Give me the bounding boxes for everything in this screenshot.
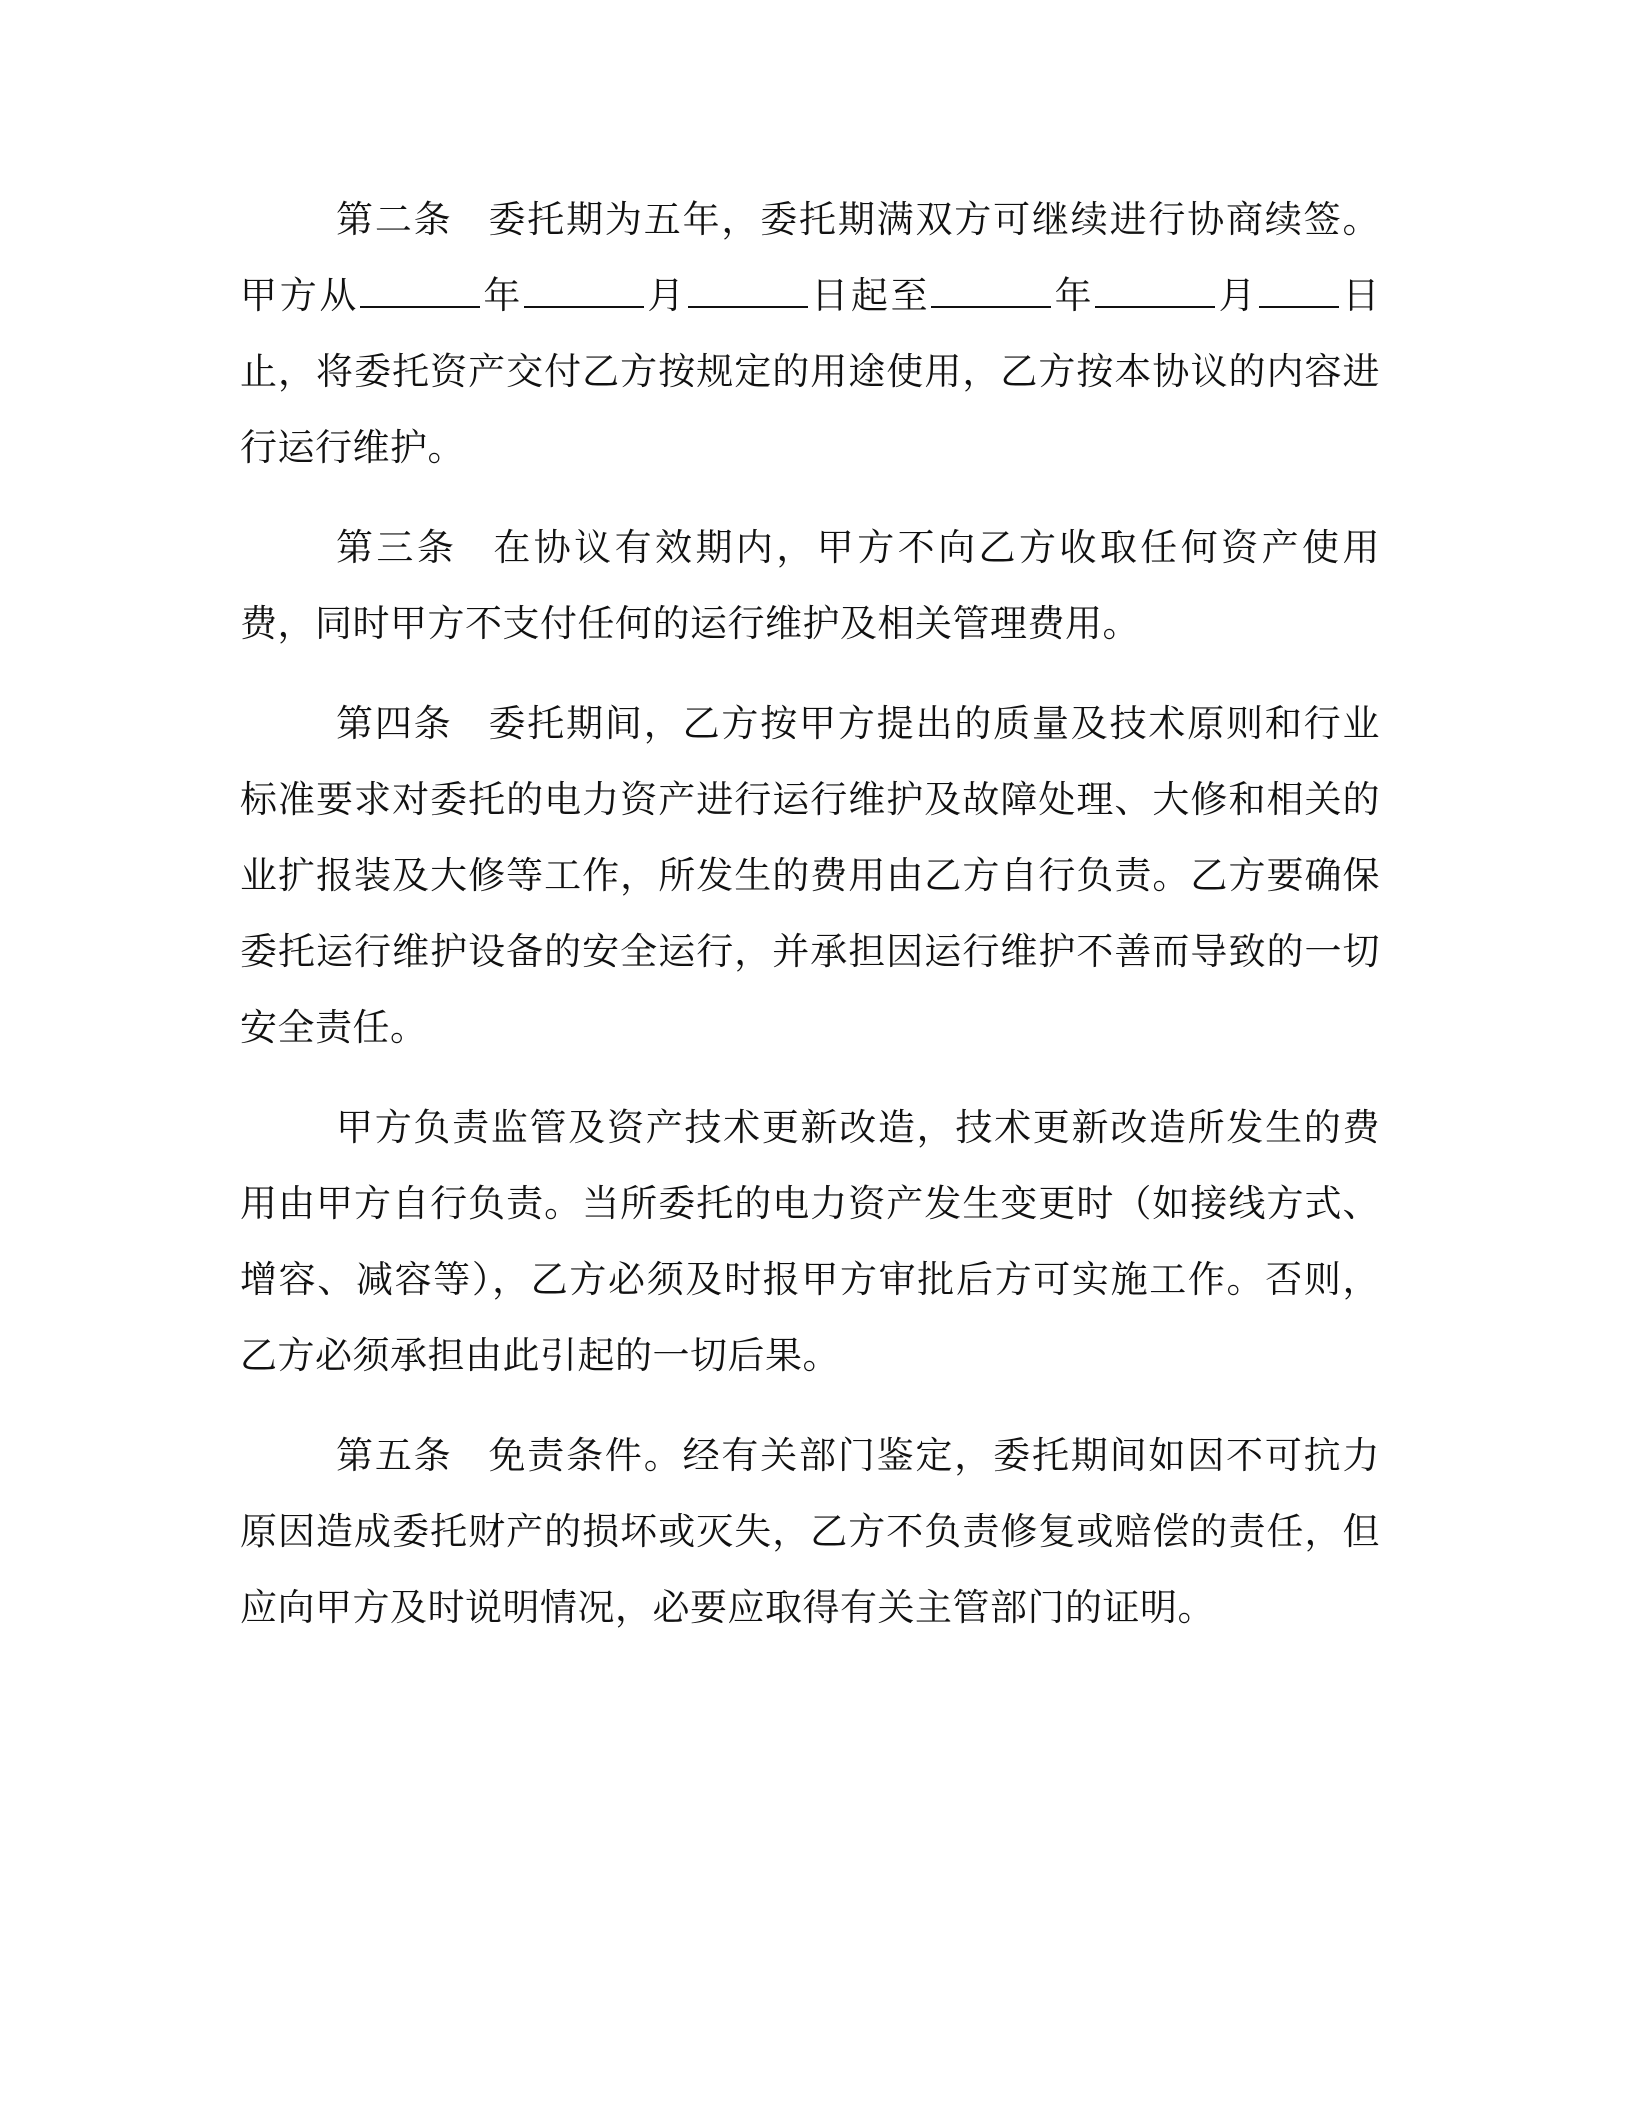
end-day-unit: 日止，: [240, 274, 1380, 393]
article-2-text: 委托期为五年，委托期满双方可继续进行协商续签。甲方从: [240, 198, 1381, 317]
end-year-unit: 年: [1052, 274, 1095, 317]
end-day-blank: [1259, 266, 1339, 308]
article-2-text-continued: 将委托资产交付乙方按规定的用途使用，乙方按本协议的内容进行运行维护。: [240, 350, 1381, 469]
article-2-paragraph: [240, 182, 1380, 486]
article-3-text: 在协议有效期内，甲方不向乙方收取任何资产使用费，同时甲方不支付任何的运行维护及相关管理费用。: [240, 526, 1380, 645]
start-year-unit: 年: [481, 274, 524, 317]
article-5-paragraph: [240, 1418, 1380, 1646]
article-2-heading: 第二条: [336, 198, 453, 241]
document-body: [240, 182, 1380, 1646]
article-5-heading: 第五条: [336, 1434, 453, 1477]
article-4-heading: 第四条: [336, 702, 453, 745]
end-month-unit: 月: [1216, 274, 1259, 317]
article-4-second-paragraph: [240, 1090, 1380, 1394]
article-4-paragraph: [240, 686, 1380, 1066]
end-year-blank: [931, 266, 1051, 308]
article-4-second-text: 甲方负责监管及资产技术更新改造，技术更新改造所发生的费用由甲方自行负责。当所委托的电力资产发生变更时（如接线方式、增容、减容等），乙方必须及时报甲方审批后方可实施工作。否则，乙方必须承担由此引起的一切后果。: [240, 1106, 1380, 1377]
article-5-text: 免责条件。经有关部门鉴定，委托期间如因不可抗力原因造成委托财产的损坏或灭失，乙方不负责修复或赔偿的责任，但应向甲方及时说明情况，必要应取得有关主管部门的证明。: [240, 1434, 1381, 1629]
start-day-unit: 日起至: [809, 274, 931, 317]
start-month-unit: 月: [645, 274, 688, 317]
start-day-blank: [688, 266, 808, 308]
article-4-text: 委托期间，乙方按甲方提出的质量及技术原则和行业标准要求对委托的电力资产进行运行维护及故障处理、大修和相关的业扩报装及大修等工作，所发生的费用由乙方自行负责。乙方要确保委托运行维护设备的安全运行，并承担因运行维护不善而导致的一切安全责任。: [240, 702, 1381, 1049]
article-3-paragraph: [240, 510, 1380, 662]
article-3-heading: 第三条: [336, 526, 458, 569]
start-month-blank: [524, 266, 644, 308]
end-month-blank: [1095, 266, 1215, 308]
start-year-blank: [360, 266, 480, 308]
